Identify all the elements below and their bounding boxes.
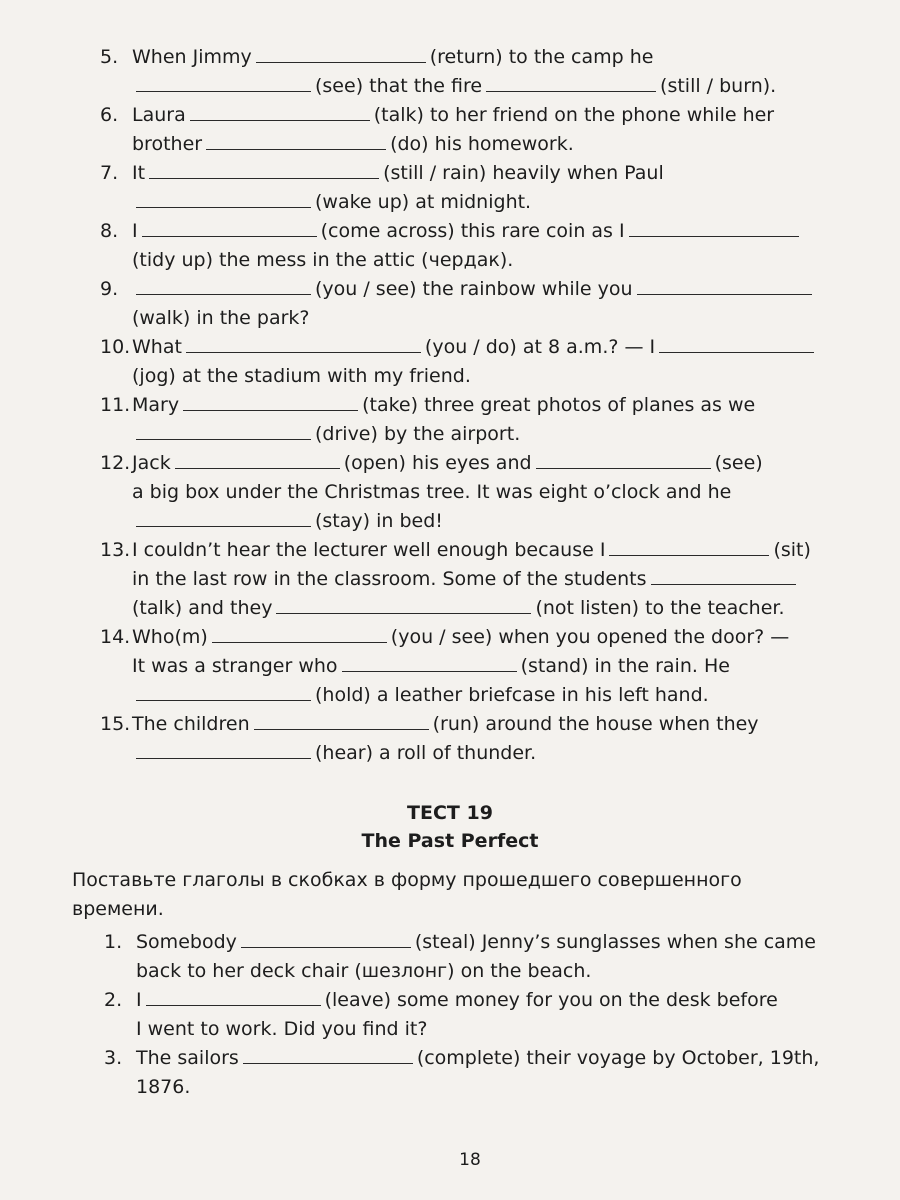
answer-blank[interactable] xyxy=(175,450,340,469)
exercise-text: (do) his homework. xyxy=(390,133,574,155)
exercise-line xyxy=(100,594,840,623)
exercise-text: (stay) in bed! xyxy=(315,510,443,532)
exercise-line xyxy=(100,188,840,217)
exercise-item xyxy=(100,710,840,768)
exercise-text: (still / rain) heavily when Paul xyxy=(383,162,664,184)
answer-blank[interactable] xyxy=(136,73,311,92)
exercise-text: back to her deck chair (шезлонг) on the beach. xyxy=(136,960,592,982)
answer-blank[interactable] xyxy=(136,508,311,527)
answer-blank[interactable] xyxy=(241,929,411,948)
exercise-line xyxy=(100,362,840,391)
answer-blank[interactable] xyxy=(276,595,531,614)
exercise-line xyxy=(100,246,840,275)
exercise-text: brother xyxy=(132,133,203,155)
answer-blank[interactable] xyxy=(629,218,799,237)
exercise-line xyxy=(100,43,840,72)
exercise-line xyxy=(100,333,840,362)
exercise-text: (see) xyxy=(714,452,763,474)
answer-blank[interactable] xyxy=(186,334,421,353)
answer-blank[interactable] xyxy=(212,624,387,643)
exercise-text: I couldn’t hear the lecturer well enough because I xyxy=(132,539,606,561)
exercise-line xyxy=(104,928,844,957)
exercise-number: 15. xyxy=(100,713,131,735)
exercise-text: (sit) xyxy=(773,539,811,561)
exercise-text: (hold) a leather briefcase in his left hand. xyxy=(315,684,709,706)
answer-blank[interactable] xyxy=(659,334,814,353)
answer-blank[interactable] xyxy=(342,653,517,672)
answer-blank[interactable] xyxy=(142,218,317,237)
exercise-item xyxy=(100,391,840,449)
exercise-text: 1876. xyxy=(136,1076,191,1098)
exercise-text: Laura xyxy=(132,104,186,126)
exercise-line xyxy=(100,565,840,594)
exercise-number: 14. xyxy=(100,626,131,648)
exercise-line xyxy=(100,739,840,768)
exercise-item xyxy=(100,43,840,101)
answer-blank[interactable] xyxy=(136,189,311,208)
exercise-item xyxy=(100,449,840,536)
exercise-text: (drive) by the airport. xyxy=(315,423,521,445)
answer-blank[interactable] xyxy=(149,160,379,179)
answer-blank[interactable] xyxy=(256,44,426,63)
exercise-line xyxy=(100,652,840,681)
exercise-number: 2. xyxy=(104,989,123,1011)
answer-blank[interactable] xyxy=(136,740,311,759)
exercise-number: 1. xyxy=(104,931,123,953)
exercise-item xyxy=(104,1044,844,1102)
exercise-text: (leave) some money for you on the desk before xyxy=(324,989,778,1011)
exercise-text: (not listen) to the teacher. xyxy=(535,597,785,619)
exercise-line xyxy=(104,1044,844,1073)
exercise-text: (jog) at the stadium with my friend. xyxy=(132,365,471,387)
exercise-item xyxy=(100,275,840,333)
answer-blank[interactable] xyxy=(136,682,311,701)
exercise-line xyxy=(100,536,840,565)
exercise-text: (run) around the house when they xyxy=(432,713,759,735)
answer-blank[interactable] xyxy=(243,1045,413,1064)
answer-blank[interactable] xyxy=(486,73,656,92)
exercise-item xyxy=(100,623,840,710)
answer-blank[interactable] xyxy=(637,276,812,295)
exercise-text: It xyxy=(132,162,146,184)
exercise-number: 3. xyxy=(104,1047,123,1069)
exercise-line xyxy=(100,507,840,536)
answer-blank[interactable] xyxy=(183,392,358,411)
exercise-number: 13. xyxy=(100,539,131,561)
answer-blank[interactable] xyxy=(146,987,321,1006)
exercise-number: 5. xyxy=(100,46,119,68)
exercise-text: a big box under the Christmas tree. It was eight o’clock and he xyxy=(132,481,732,503)
exercise-text: (return) to the camp he xyxy=(429,46,654,68)
answer-blank[interactable] xyxy=(536,450,711,469)
exercise-item xyxy=(100,333,840,391)
exercise-number: 8. xyxy=(100,220,119,242)
exercise-item xyxy=(104,928,844,986)
page-number: 18 xyxy=(459,1150,481,1170)
answer-blank[interactable] xyxy=(254,711,429,730)
exercise-text: Jack xyxy=(132,452,171,474)
exercise-line xyxy=(104,1073,844,1102)
exercise-line xyxy=(100,681,840,710)
exercise-number: 6. xyxy=(100,104,119,126)
exercise-text: When Jimmy xyxy=(132,46,252,68)
exercise-text: I xyxy=(136,989,142,1011)
exercise-item xyxy=(100,101,840,159)
exercise-number: 11. xyxy=(100,394,131,416)
exercise-line xyxy=(100,275,840,304)
exercise-text: I xyxy=(132,220,138,242)
exercise-text: (come across) this rare coin as I xyxy=(320,220,625,242)
exercise-line xyxy=(100,72,840,101)
answer-blank[interactable] xyxy=(190,102,370,121)
exercise-text: Somebody xyxy=(136,931,237,953)
exercise-line xyxy=(100,420,840,449)
exercise-text: (see) that the fire xyxy=(315,75,483,97)
exercise-number: 9. xyxy=(100,278,119,300)
test-subtitle: The Past Perfect xyxy=(361,830,539,852)
answer-blank[interactable] xyxy=(136,276,311,295)
exercise-text: (you / see) when you opened the door? — xyxy=(390,626,790,648)
exercise-text: What xyxy=(132,336,182,358)
test-instruction: Поставьте глаголы в скобках в форму прошедшего совершенного времени. xyxy=(72,869,742,920)
answer-blank[interactable] xyxy=(206,131,386,150)
exercise-text: (hear) a roll of thunder. xyxy=(315,742,537,764)
exercise-number: 12. xyxy=(100,452,131,474)
exercise-text: I went to work. Did you find it? xyxy=(136,1018,428,1040)
exercise-text: (talk) to her friend on the phone while her xyxy=(373,104,775,126)
exercise-text: The sailors xyxy=(136,1047,239,1069)
answer-blank[interactable] xyxy=(136,421,311,440)
exercise-line xyxy=(100,159,840,188)
exercise-line xyxy=(100,101,840,130)
exercise-text: (walk) in the park? xyxy=(132,307,310,329)
exercise-line xyxy=(100,130,840,159)
exercise-text: It was a stranger who xyxy=(132,655,338,677)
exercise-line xyxy=(104,957,844,986)
exercise-line xyxy=(100,304,840,333)
exercise-line xyxy=(100,449,840,478)
exercise-text: (steal) Jenny’s sunglasses when she came xyxy=(414,931,816,953)
exercise-text: The children xyxy=(132,713,250,735)
exercise-line xyxy=(104,1015,844,1044)
exercise-text: in the last row in the classroom. Some of the students xyxy=(132,568,647,590)
exercise-line xyxy=(104,986,844,1015)
exercise-line xyxy=(100,478,840,507)
exercise-line xyxy=(100,391,840,420)
exercise-text: (open) his eyes and xyxy=(343,452,532,474)
exercise-item xyxy=(100,536,840,623)
exercise-text: (still / burn). xyxy=(660,75,777,97)
exercise-text: (complete) their voyage by October, 19th, xyxy=(416,1047,820,1069)
exercise-text: (talk) and they xyxy=(132,597,273,619)
exercise-item xyxy=(104,986,844,1044)
exercise-text: (wake up) at midnight. xyxy=(315,191,532,213)
exercise-number: 10. xyxy=(100,336,131,358)
answer-blank[interactable] xyxy=(651,566,796,585)
exercise-text: (tidy up) the mess in the attic (чердак). xyxy=(132,249,514,271)
test-title: ТЕСТ 19 xyxy=(407,802,493,824)
exercise-text: (stand) in the rain. He xyxy=(520,655,730,677)
exercise-text: Mary xyxy=(132,394,180,416)
exercise-line xyxy=(100,217,840,246)
exercise-item xyxy=(100,217,840,275)
exercise-line xyxy=(100,623,840,652)
exercise-text: (take) three great photos of planes as we xyxy=(362,394,756,416)
answer-blank[interactable] xyxy=(609,537,769,556)
exercise-item xyxy=(100,159,840,217)
exercise-text: (you / see) the rainbow while you xyxy=(315,278,633,300)
exercise-text: (you / do) at 8 a.m.? — I xyxy=(424,336,656,358)
exercise-line xyxy=(100,710,840,739)
exercise-number: 7. xyxy=(100,162,119,184)
exercise-text: Who(m) xyxy=(132,626,208,648)
